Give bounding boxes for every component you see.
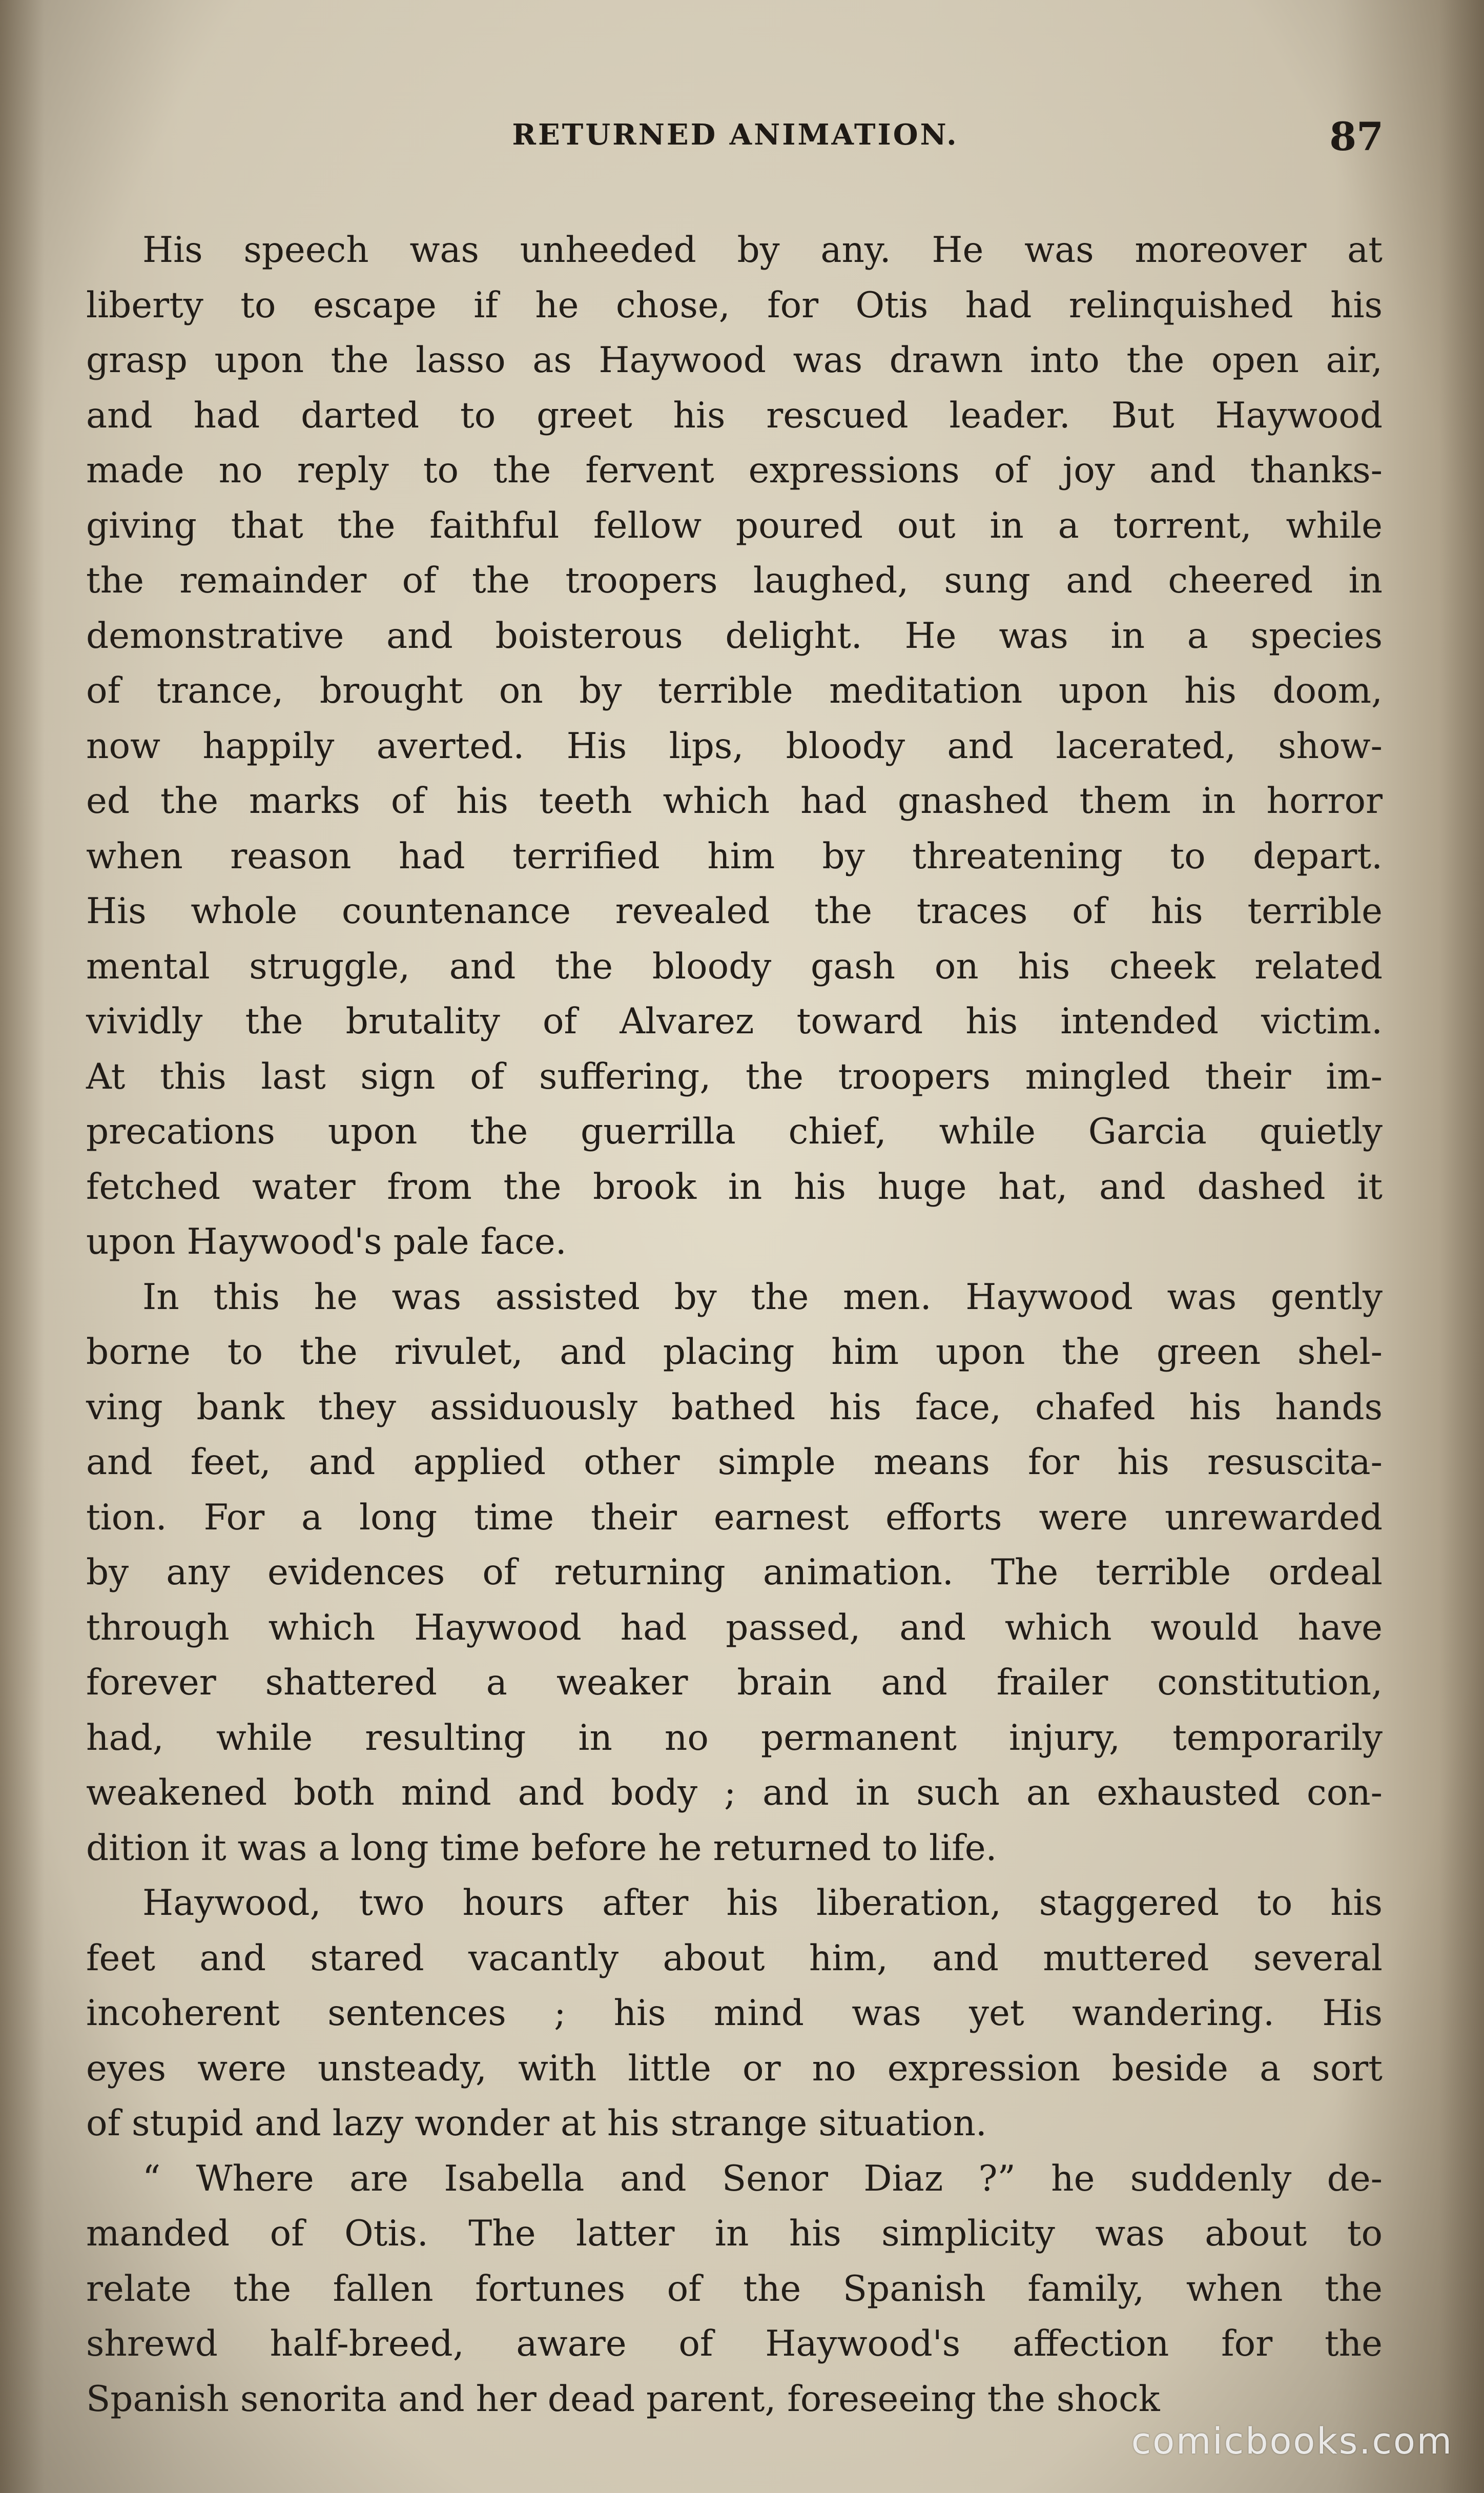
text-line: fetched water from the brook in his huge hat, and dashed it [86, 1166, 1383, 1208]
text-line: liberty to escape if he chose, for Otis had relinquished his [86, 284, 1383, 326]
text-line: grasp upon the lasso as Haywood was drawn into the open air, [86, 340, 1383, 381]
page-number: 87 [1329, 114, 1384, 159]
text-line: when reason had terrified him by threatening to depart. [86, 835, 1383, 877]
text-line: “ Where are Isabella and Senor Diaz ?” he suddenly de- [142, 2158, 1383, 2199]
text-line: Spanish senorita and her dead parent, foreseeing the shock [86, 2378, 1160, 2420]
paragraph [86, 2152, 1383, 2427]
text-line: through which Haywood had passed, and which would have [86, 1607, 1383, 1648]
text-line: demonstrative and boisterous delight. He was in a species [86, 615, 1383, 657]
text-line: Haywood, two hours after his liberation, staggered to his [142, 1883, 1383, 1924]
text-line: His speech was unheeded by any. He was moreover at [142, 230, 1383, 271]
running-head: RETURNED ANIMATION. [512, 118, 959, 152]
text-line: dition it was a long time before he returned to life. [86, 1827, 997, 1869]
paragraph [86, 1270, 1383, 1876]
watermark: comicbooks.com [1131, 2420, 1453, 2462]
text-line: had, while resulting in no permanent injury, temporarily [86, 1717, 1383, 1759]
text-line: giving that the faithful fellow poured out in a torrent, while [86, 505, 1383, 546]
text-line: shrewd half-breed, aware of Haywood's affection for the [86, 2323, 1383, 2364]
text-line: ving bank they assiduously bathed his face, chafed his hands [86, 1386, 1383, 1428]
text-line: the remainder of the troopers laughed, sung and cheered in [86, 560, 1383, 601]
text-line: upon Haywood's pale face. [86, 1221, 567, 1262]
text-line: At this last sign of suffering, the troopers mingled their im- [86, 1056, 1383, 1097]
text-line: eyes were unsteady, with little or no expression beside a sort [86, 2048, 1383, 2089]
text-line: ed the marks of his teeth which had gnashed them in horror [86, 781, 1383, 822]
paragraph [86, 1876, 1383, 2152]
text-line: precations upon the guerrilla chief, while Garcia quietly [86, 1111, 1383, 1152]
text-line: borne to the rivulet, and placing him upon the green shel- [86, 1332, 1383, 1373]
text-line: weakened both mind and body ; and in such an exhausted con- [86, 1772, 1383, 1813]
page-header [87, 114, 1384, 169]
text-line: vividly the brutality of Alvarez toward his intended victim. [86, 1001, 1383, 1042]
text-line: His whole countenance revealed the traces of his terrible [86, 891, 1383, 932]
text-line: and feet, and applied other simple means for his resuscita- [86, 1442, 1383, 1483]
text-line: feet and stared vacantly about him, and muttered several [86, 1937, 1383, 1979]
text-line: mental struggle, and the bloody gash on his cheek related [86, 946, 1383, 987]
body-text [86, 223, 1383, 2427]
paragraph [86, 223, 1383, 1270]
text-line: of stupid and lazy wonder at his strange situation. [86, 2103, 987, 2144]
text-line: In this he was assisted by the men. Haywood was gently [142, 1276, 1383, 1318]
text-line: now happily averted. His lips, bloody and lacerated, show- [86, 725, 1383, 767]
text-line: tion. For a long time their earnest efforts were unrewarded [86, 1497, 1383, 1538]
text-line: relate the fallen fortunes of the Spanish family, when the [86, 2268, 1383, 2310]
text-line: by any evidences of returning animation. The terrible ordeal [86, 1552, 1383, 1593]
text-line: made no reply to the fervent expressions of joy and thanks- [86, 450, 1383, 491]
text-line: and had darted to greet his rescued leader. But Haywood [86, 395, 1383, 436]
text-line: incoherent sentences ; his mind was yet wandering. His [86, 1993, 1383, 2034]
text-line: forever shattered a weaker brain and frailer constitution, [86, 1662, 1383, 1703]
text-line: manded of Otis. The latter in his simplicity was about to [86, 2213, 1383, 2254]
text-line: of trance, brought on by terrible meditation upon his doom, [86, 670, 1383, 711]
